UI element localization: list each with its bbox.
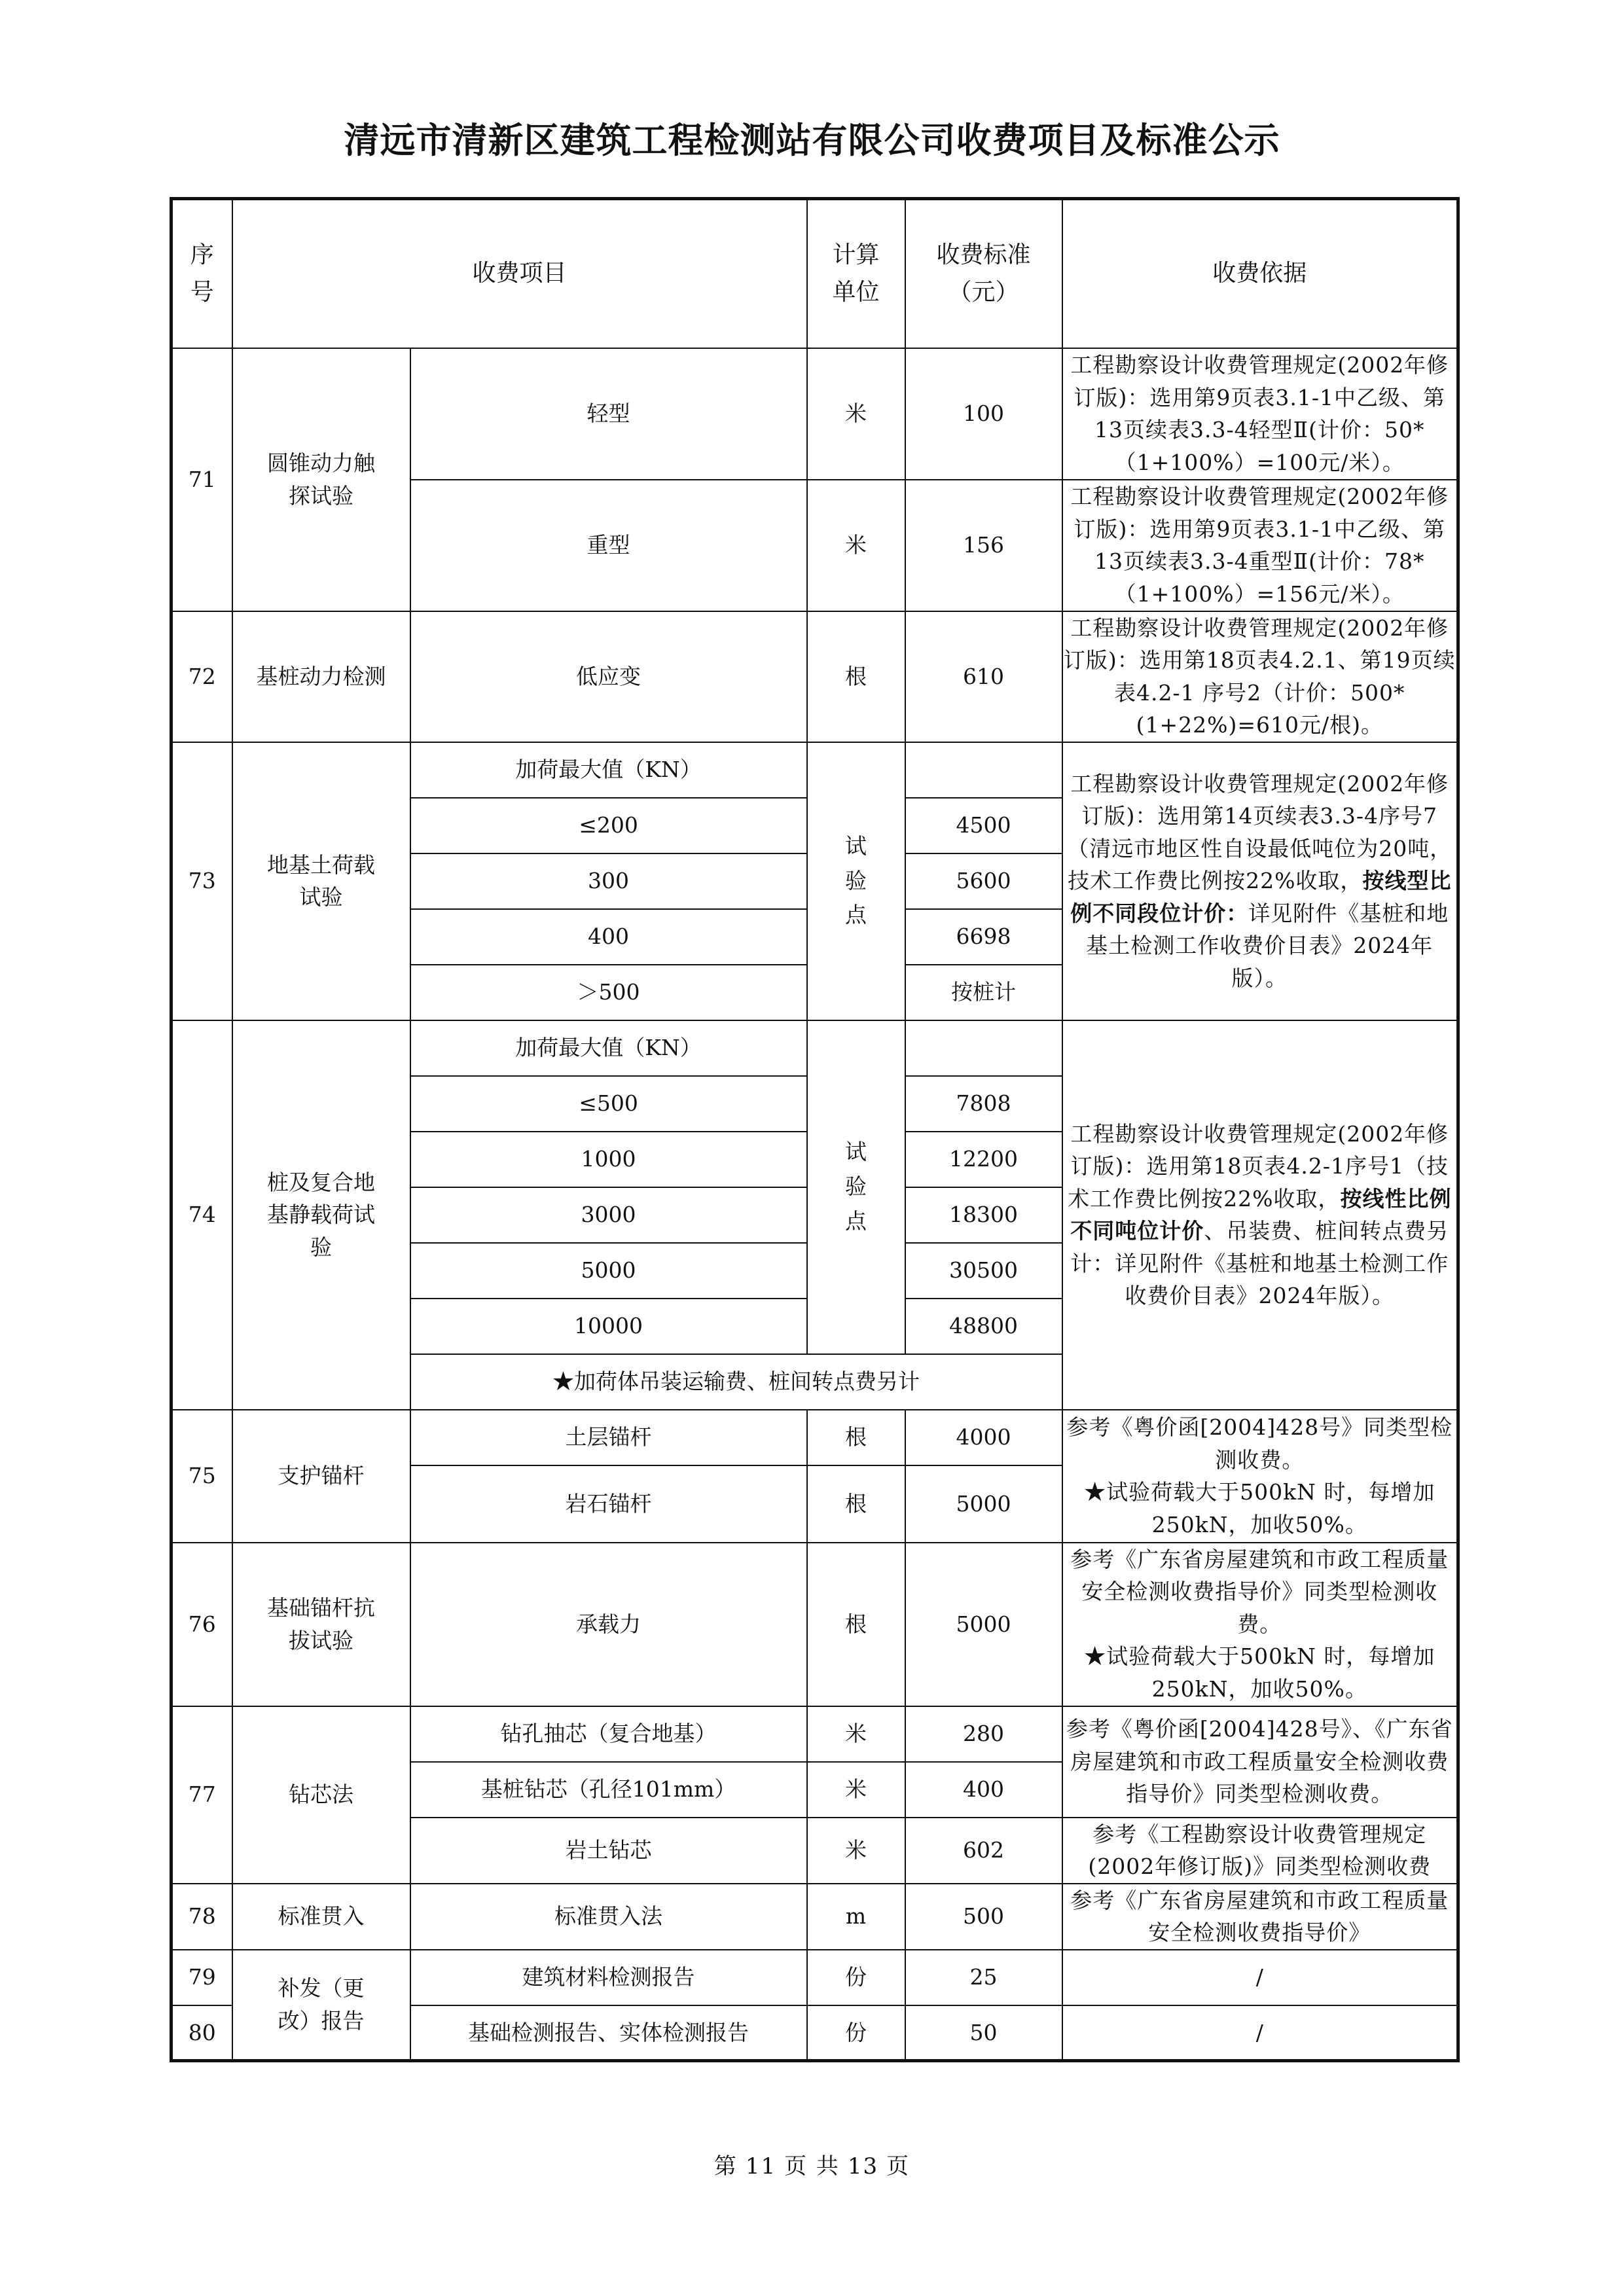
unit-cell: 试验点 bbox=[807, 742, 905, 1020]
table-row bbox=[171, 1950, 1458, 2005]
table-row bbox=[171, 1884, 1458, 1950]
price-cell-empty bbox=[905, 742, 1062, 798]
load-header: 加荷最大值（KN） bbox=[410, 742, 807, 798]
basis-cell: 工程勘察设计收费管理规定(2002年修订版)：选用第18页表4.2.1、第19页续表4.2-1 序号2（计价：500*(1+22%)=610元/根)。 bbox=[1062, 611, 1458, 742]
sub-item: 重型 bbox=[410, 480, 807, 611]
row-number: 79 bbox=[171, 1950, 232, 2005]
row-number: 80 bbox=[171, 2005, 232, 2061]
item-name: 地基土荷载试验 bbox=[232, 742, 410, 1020]
table-row bbox=[171, 1410, 1458, 1465]
price-cell: 48800 bbox=[905, 1299, 1062, 1354]
basis-cell: / bbox=[1062, 2005, 1458, 2061]
price-cell: 500 bbox=[905, 1884, 1062, 1950]
page-title: 清远市清新区建筑工程检测站有限公司收费项目及标准公示 bbox=[344, 120, 1280, 161]
item-name: 标准贯入 bbox=[232, 1884, 410, 1950]
row-number: 75 bbox=[171, 1410, 232, 1543]
sub-item: 岩土钻芯 bbox=[410, 1818, 807, 1884]
row-number: 78 bbox=[171, 1884, 232, 1950]
price-cell: 5000 bbox=[905, 1543, 1062, 1706]
unit-cell: 米 bbox=[807, 1818, 905, 1884]
unit-cell: 试验点 bbox=[807, 1020, 905, 1354]
basis-cell: 参考《广东省房屋建筑和市政工程质量安全检测收费指导价》同类型检测收费。 ★试验荷载大于500kN 时，每增加250kN，加收50%。 bbox=[1062, 1543, 1458, 1706]
sub-item: 承载力 bbox=[410, 1543, 807, 1706]
sub-item: 建筑材料检测报告 bbox=[410, 1950, 807, 2005]
unit-cell: 份 bbox=[807, 2005, 905, 2061]
price-cell: 280 bbox=[905, 1706, 1062, 1762]
row-number: 76 bbox=[171, 1543, 232, 1706]
unit-cell: 根 bbox=[807, 1410, 905, 1465]
price-cell: 7808 bbox=[905, 1076, 1062, 1132]
item-name: 补发（更改）报告 bbox=[232, 1950, 410, 2061]
row-number: 73 bbox=[171, 742, 232, 1020]
price-cell: 4500 bbox=[905, 798, 1062, 853]
price-cell: 25 bbox=[905, 1950, 1062, 2005]
basis-cell: 参考《粤价函[2004]428号》、《广东省房屋建筑和市政工程质量安全检测收费指导价》同类型检测收费。 bbox=[1062, 1706, 1458, 1818]
item-name: 钻芯法 bbox=[232, 1706, 410, 1884]
header-seq: 序号 bbox=[171, 199, 232, 348]
table-row bbox=[171, 742, 1458, 798]
header-item: 收费项目 bbox=[232, 199, 807, 348]
price-cell: 156 bbox=[905, 480, 1062, 611]
table-row bbox=[171, 1020, 1458, 1076]
sub-item: 低应变 bbox=[410, 611, 807, 742]
load-value: ≤500 bbox=[410, 1076, 807, 1132]
unit-cell: 根 bbox=[807, 1465, 905, 1543]
basis-cell: / bbox=[1062, 1950, 1458, 2005]
basis-cell: 工程勘察设计收费管理规定(2002年修订版)：选用第14页续表3.3-4序号7（清远市地区性自设最低吨位为20吨，技术工作费比例按22%收取，按线型比例不同段位计价：详见附件《基桩和地基土检测工作收费价目表》2024年版）。 bbox=[1062, 742, 1458, 1020]
unit-cell: 米 bbox=[807, 1762, 905, 1818]
unit-cell: 根 bbox=[807, 1543, 905, 1706]
price-cell: 5000 bbox=[905, 1465, 1062, 1543]
load-value: 400 bbox=[410, 909, 807, 965]
price-cell: 6698 bbox=[905, 909, 1062, 965]
unit-cell: 米 bbox=[807, 1706, 905, 1762]
item-name: 支护锚杆 bbox=[232, 1410, 410, 1543]
unit-cell: 米 bbox=[807, 348, 905, 480]
price-cell-empty bbox=[905, 1020, 1062, 1076]
price-cell: 30500 bbox=[905, 1243, 1062, 1299]
price-cell: 4000 bbox=[905, 1410, 1062, 1465]
load-value: 300 bbox=[410, 853, 807, 909]
price-cell: 100 bbox=[905, 348, 1062, 480]
basis-cell: 工程勘察设计收费管理规定(2002年修订版)：选用第9页表3.1-1中乙级、第13页续表3.3-4轻型Ⅱ(计价：50*（1+100%）=100元/米）。 bbox=[1062, 348, 1458, 480]
table-row bbox=[171, 1543, 1458, 1706]
table-row bbox=[171, 1706, 1458, 1762]
item-name: 桩及复合地基静载荷试验 bbox=[232, 1020, 410, 1410]
load-value: ≤200 bbox=[410, 798, 807, 853]
page-number: 11 bbox=[745, 2153, 777, 2179]
unit-cell: m bbox=[807, 1884, 905, 1950]
load-value: 1000 bbox=[410, 1132, 807, 1187]
header-unit: 计算单位 bbox=[807, 199, 905, 348]
load-value: 5000 bbox=[410, 1243, 807, 1299]
price-cell: 50 bbox=[905, 2005, 1062, 2061]
load-value: 3000 bbox=[410, 1187, 807, 1243]
price-cell: 18300 bbox=[905, 1187, 1062, 1243]
basis-cell: 工程勘察设计收费管理规定(2002年修订版)：选用第18页表4.2-1序号1（技术工作费比例按22%收取，按线性比例不同吨位计价、吊装费、桩间转点费另计：详见附件《基桩和地基土检测工作收费价目表》2024年版）。 bbox=[1062, 1020, 1458, 1410]
price-cell: 12200 bbox=[905, 1132, 1062, 1187]
sub-item: 钻孔抽芯（复合地基） bbox=[410, 1706, 807, 1762]
sub-item: 标准贯入法 bbox=[410, 1884, 807, 1950]
load-header: 加荷最大值（KN） bbox=[410, 1020, 807, 1076]
row-number: 71 bbox=[171, 348, 232, 611]
sub-item: 岩石锚杆 bbox=[410, 1465, 807, 1543]
price-cell: 400 bbox=[905, 1762, 1062, 1818]
price-cell: 5600 bbox=[905, 853, 1062, 909]
total-pages: 13 bbox=[847, 2153, 879, 2179]
row-number: 72 bbox=[171, 611, 232, 742]
price-cell: 按桩计 bbox=[905, 965, 1062, 1020]
unit-cell: 根 bbox=[807, 611, 905, 742]
basis-cell: 参考《广东省房屋建筑和市政工程质量安全检测收费指导价》 bbox=[1062, 1884, 1458, 1950]
unit-cell: 米 bbox=[807, 480, 905, 611]
price-cell: 602 bbox=[905, 1818, 1062, 1884]
row-number: 77 bbox=[171, 1706, 232, 1884]
fee-table bbox=[170, 197, 1460, 2062]
unit-cell: 份 bbox=[807, 1950, 905, 2005]
header-basis: 收费依据 bbox=[1062, 199, 1458, 348]
basis-cell: 参考《工程勘察设计收费管理规定(2002年修订版)》同类型检测收费 bbox=[1062, 1818, 1458, 1884]
row-number: 74 bbox=[171, 1020, 232, 1410]
basis-cell: 参考《粤价函[2004]428号》同类型检测收费。 ★试验荷载大于500kN 时，每增加250kN，加收50%。 bbox=[1062, 1410, 1458, 1543]
page-footer: 第 11 页 共 13 页 bbox=[713, 2153, 911, 2179]
note-cell: ★加荷体吊装运输费、桩间转点费另计 bbox=[410, 1354, 1062, 1410]
load-value: 10000 bbox=[410, 1299, 807, 1354]
sub-item: 轻型 bbox=[410, 348, 807, 480]
price-cell: 610 bbox=[905, 611, 1062, 742]
table-header-row bbox=[171, 199, 1458, 348]
sub-item: 基础检测报告、实体检测报告 bbox=[410, 2005, 807, 2061]
table-row bbox=[171, 611, 1458, 742]
sub-item: 土层锚杆 bbox=[410, 1410, 807, 1465]
item-name: 基础锚杆抗拔试验 bbox=[232, 1543, 410, 1706]
item-name: 圆锥动力触探试验 bbox=[232, 348, 410, 611]
basis-cell: 工程勘察设计收费管理规定(2002年修订版)：选用第9页表3.1-1中乙级、第13页续表3.3-4重型Ⅱ(计价：78*（1+100%）=156元/米）。 bbox=[1062, 480, 1458, 611]
item-name: 基桩动力检测 bbox=[232, 611, 410, 742]
load-value: ＞500 bbox=[410, 965, 807, 1020]
table-row bbox=[171, 348, 1458, 480]
sub-item: 基桩钻芯（孔径101mm） bbox=[410, 1762, 807, 1818]
header-standard: 收费标准 （元） bbox=[905, 199, 1062, 348]
